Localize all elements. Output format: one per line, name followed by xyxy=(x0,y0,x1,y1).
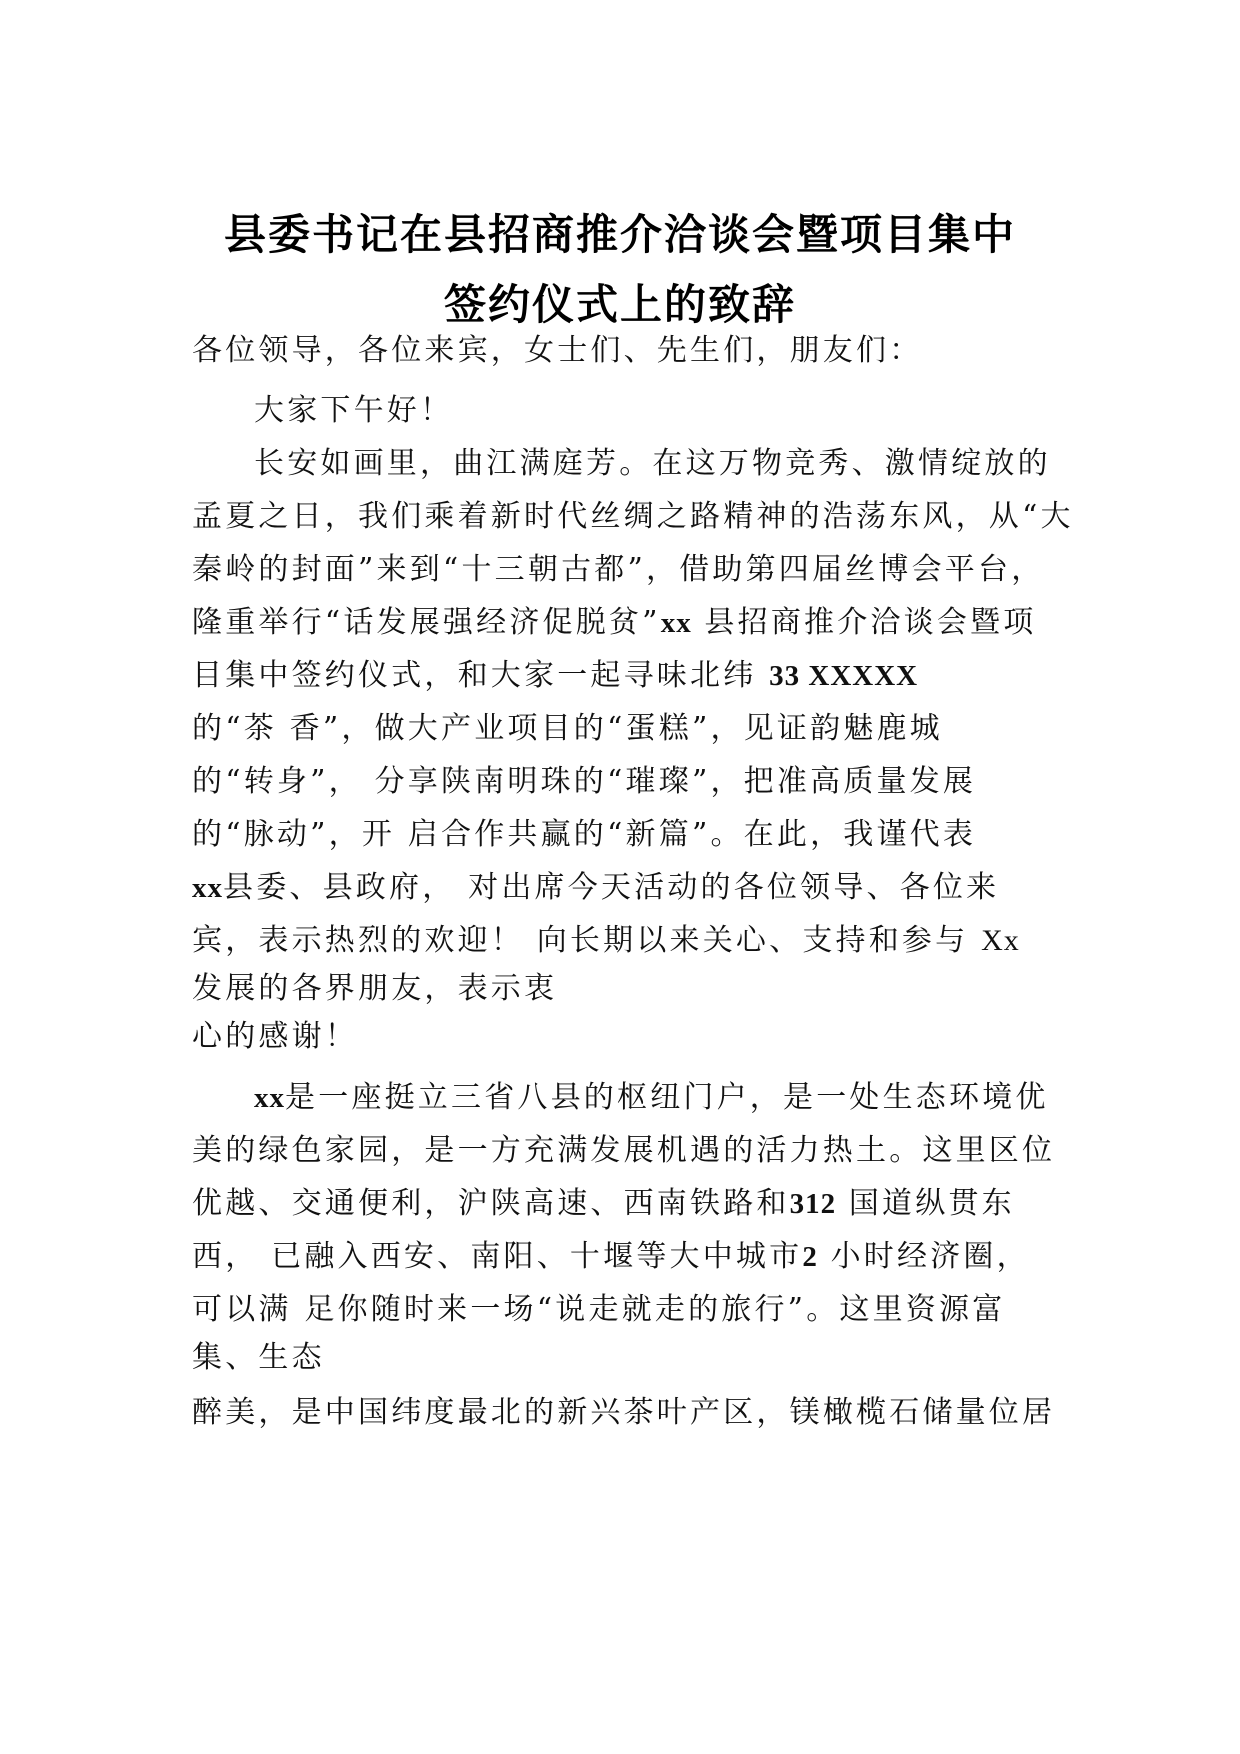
text-run: 宾，表示热烈的欢迎！ 向长期以来关心、支持和参与 xyxy=(192,923,982,958)
paragraph-1-line-11: 发展的各界朋友，表示衷 xyxy=(192,971,558,1006)
paragraph-1-line-3: 秦岭的封面”来到“十三朝古都”，借助第四届丝博会平台， xyxy=(192,552,1045,587)
paragraph-1-line-7: 的“转身”， 分享陕南明珠的“璀璨”，把准高质量发展 xyxy=(192,764,977,799)
text-run: 县招商推介洽谈会暨项 xyxy=(691,605,1037,640)
paragraph-1-line-8: 的“脉动”，开 启合作共赢的“新篇”。在此，我谨代表 xyxy=(192,817,977,852)
text-run: 县委、县政府， 对出席今天活动的各位领导、各位来 xyxy=(223,870,1000,905)
paragraph-1-line-10 xyxy=(192,921,1020,961)
placeholder-name: Xx xyxy=(981,924,1020,957)
placeholder-name: xx xyxy=(192,872,223,904)
paragraph-2-line-4 xyxy=(192,1237,1030,1277)
paragraph-1-line-2: 孟夏之日，我们乘着新时代丝绸之路精神的浩荡东风，从“大 xyxy=(192,499,1074,534)
paragraph-1-line-4 xyxy=(192,603,1036,643)
greeting: 大家下午好！ xyxy=(254,393,454,428)
paragraph-2-line-1 xyxy=(254,1078,1049,1118)
placeholder-name: xx xyxy=(660,607,692,639)
highway-number: 312 xyxy=(789,1188,837,1220)
text-run: 小时经济圈， xyxy=(817,1239,1030,1274)
text-run: 国道纵贯东 xyxy=(836,1186,1015,1221)
paragraph-2-line-7: 醉美，是中国纬度最北的新兴茶叶产区，镁橄榄石储量位居 xyxy=(192,1395,1056,1430)
placeholder-name: XXXXX xyxy=(800,660,919,692)
text-run: 西， 已融入西安、南阳、十堰等大中城市 xyxy=(192,1239,803,1274)
paragraph-1-line-9 xyxy=(192,868,999,908)
hours-number: 2 xyxy=(802,1241,818,1273)
paragraph-1-line-12: 心的感谢！ xyxy=(192,1019,358,1054)
paragraph-2-line-6: 集、生态 xyxy=(192,1340,325,1375)
text-run: 优越、交通便利，沪陕高速、西南铁路和 xyxy=(192,1186,790,1221)
latitude-number: 33 xyxy=(769,660,801,692)
text-run: 隆重举行“话发展强经济促脱贫” xyxy=(192,605,661,640)
placeholder-name: xx xyxy=(254,1082,285,1114)
salutation: 各位领导，各位来宾，女士们、先生们，朋友们： xyxy=(192,333,923,368)
paragraph-2-line-3 xyxy=(192,1184,1015,1224)
text-run: 是一座挺立三省八县的枢纽门户，是一处生态环境优 xyxy=(285,1080,1049,1115)
document-title-line-2: 签约仪式上的致辞 xyxy=(443,280,796,329)
text-run: 目集中签约仪式，和大家一起寻味北纬 xyxy=(192,658,770,693)
paragraph-1-line-6: 的“茶 香”，做大产业项目的“蛋糕”，见证韵魅鹿城 xyxy=(192,711,943,746)
paragraph-1-line-1: 长安如画里，曲江满庭芳。在这万物竞秀、激情绽放的 xyxy=(254,446,1051,481)
paragraph-2-line-2: 美的绿色家园，是一方充满发展机遇的活力热土。这里区位 xyxy=(192,1133,1056,1168)
document-title-line-1: 县委书记在县招商推介洽谈会暨项目集中 xyxy=(223,210,1016,259)
paragraph-2-line-5: 可以满 足你随时来一场“说走就走的旅行”。这里资源富 xyxy=(192,1292,1006,1327)
paragraph-1-line-5 xyxy=(192,656,918,696)
